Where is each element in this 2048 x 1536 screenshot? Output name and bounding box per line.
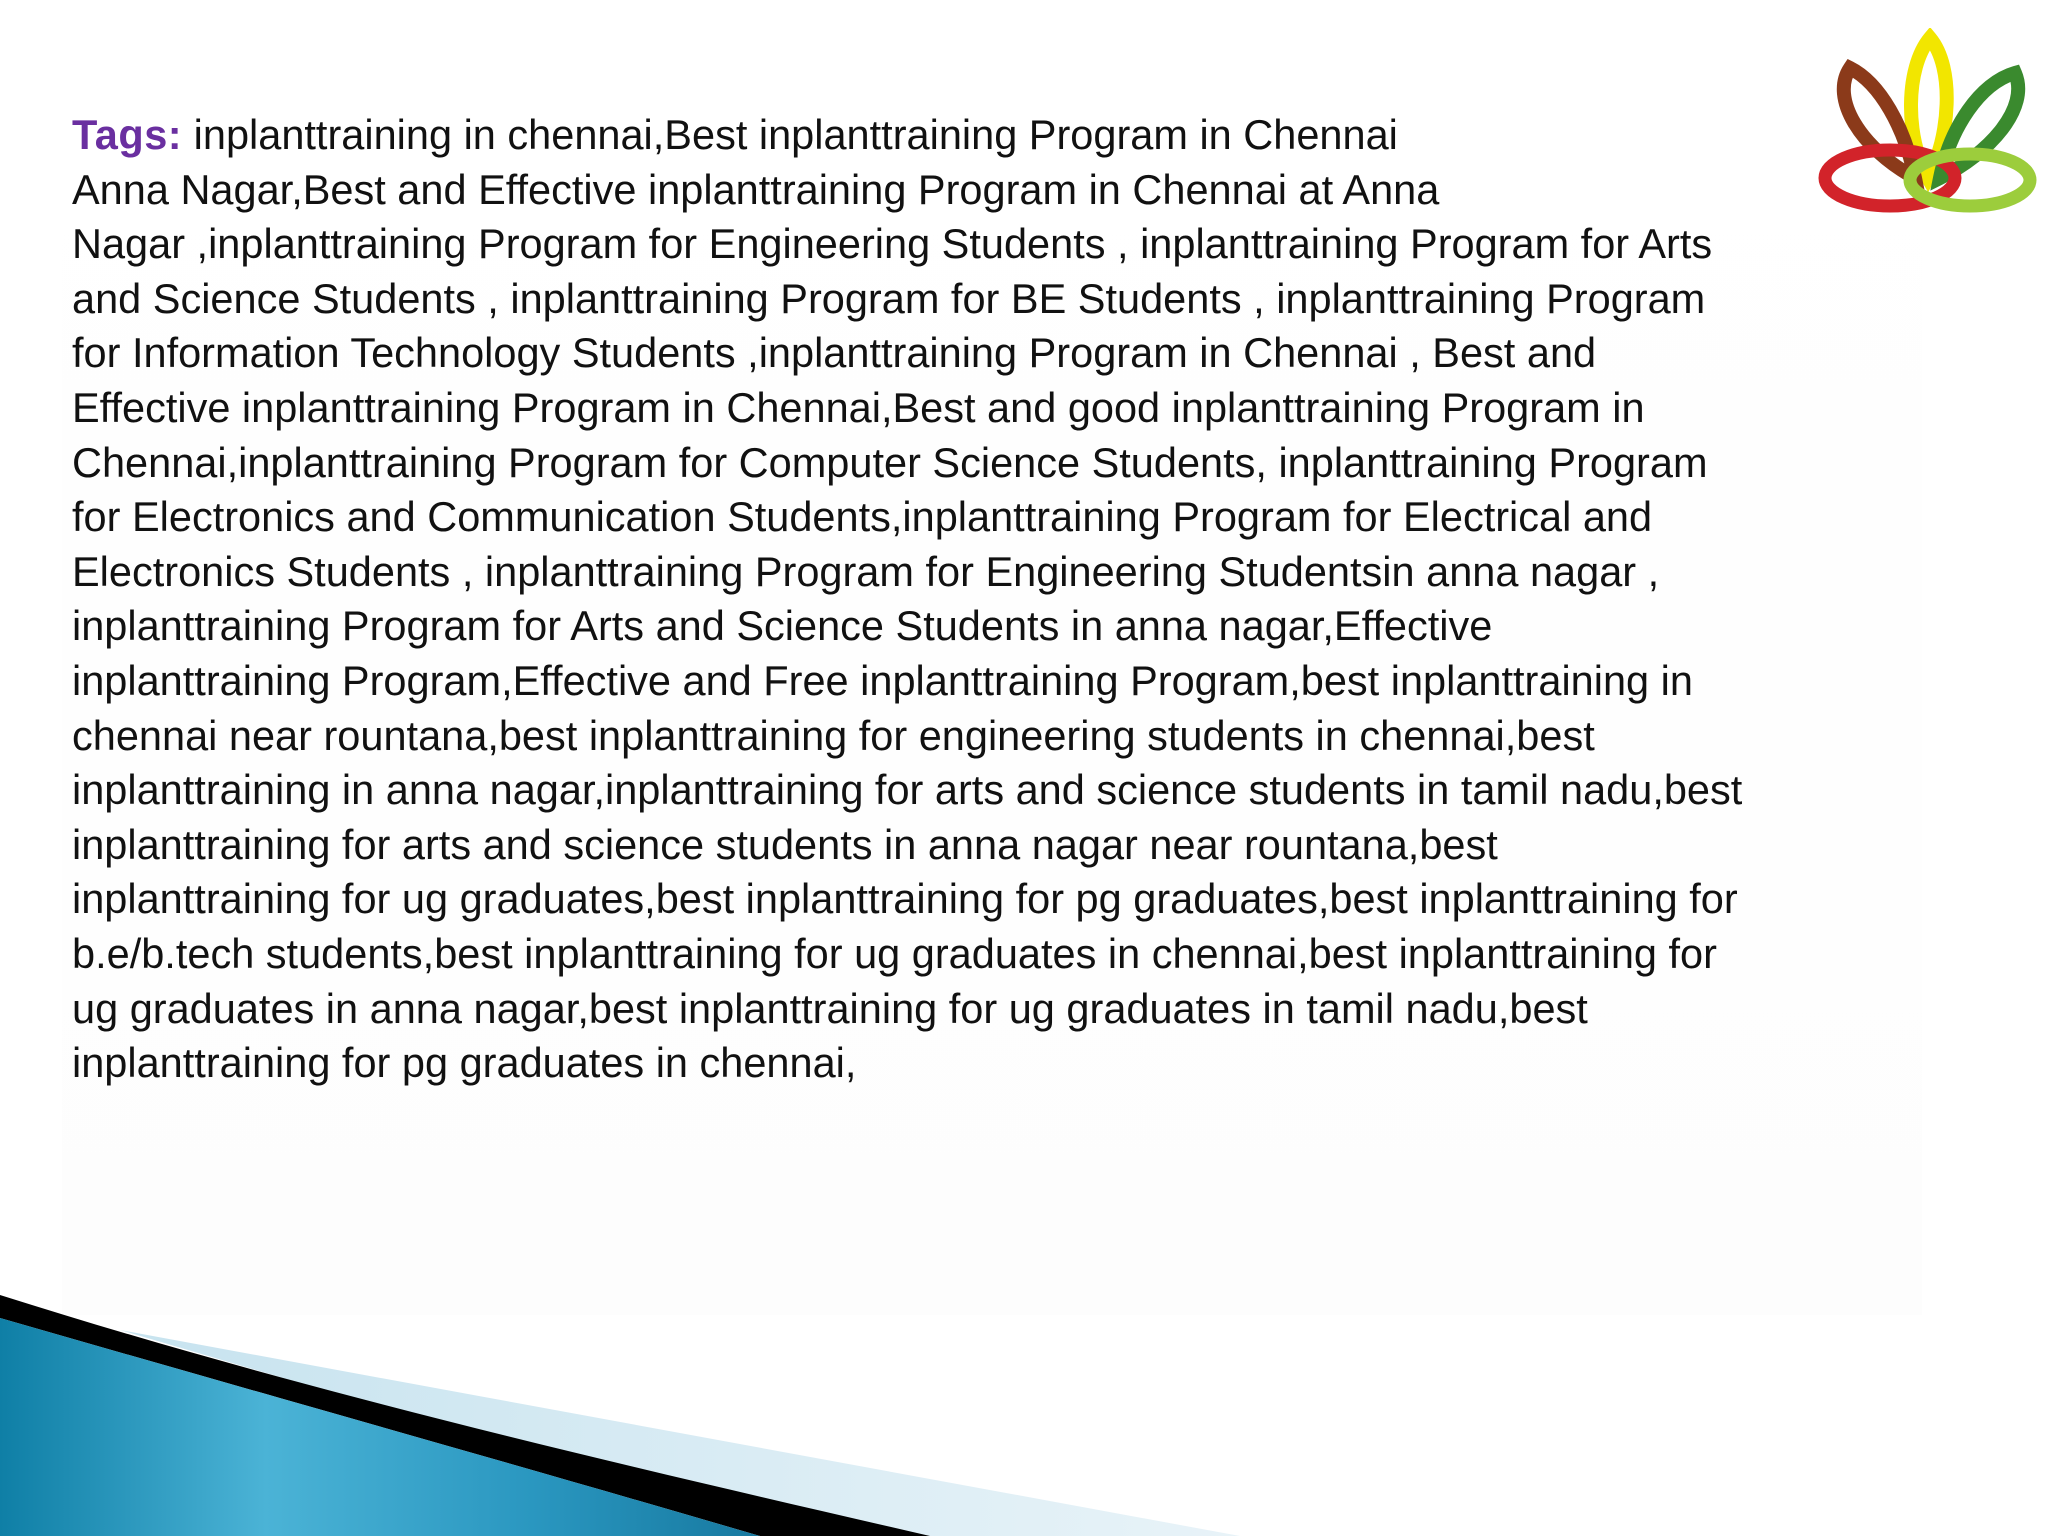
lotus-logo-icon xyxy=(1810,28,2040,218)
tags-paragraph xyxy=(72,108,1922,1091)
tags-label: Tags: xyxy=(72,111,183,158)
tags-body: inplanttraining in chennai,Best inplanttraining Program in Chennai Anna Nagar,Best and Effective inplanttraining Program in Chennai at Anna Nagar ,inplanttraining Program for Engineering Students , inplanttraining Program for Arts and Science Students , inplanttraining Program for BE Students , inplanttraining Program for Information Technology Students ,inplanttraining Program in Chennai , Best and Effective inplanttraining Program in Chennai,Best and good inplanttraining Program in Chennai,inplanttraining Program for Computer Science Students, inplanttraining Program for Electronics and Communication Students,inplanttraining Program for Electrical and Electronics Students , inplanttraining Program for Engineering Studentsin anna nagar , inplanttraining Program for Arts and Science Students in anna nagar,Effective inplanttraining Program,Effective and Free inplanttraining Program,best inplanttraining in chennai near rountana,best inplanttraining for engineering students in chennai,best inplanttraining in anna nagar,inplanttraining for arts and science students in tamil nadu,best inplanttraining for arts and science students in anna nagar near rountana,best inplanttraining for ug graduates,best inplanttraining for pg graduates,best inplanttraining for b.e/b.tech students,best inplanttraining for ug graduates in chennai,best inplanttraining for ug graduates in anna nagar,best inplanttraining for ug graduates in tamil nadu,best inplanttraining for pg graduates in chennai, xyxy=(72,111,1743,1087)
